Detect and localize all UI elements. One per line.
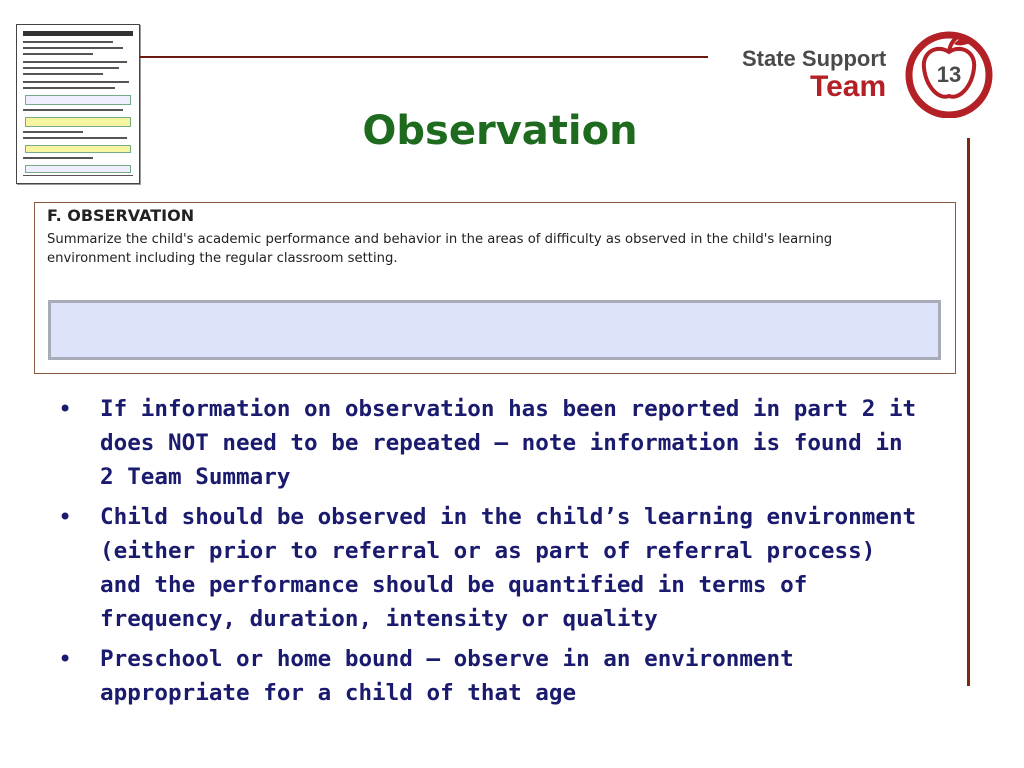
badge-number: 13: [936, 62, 962, 87]
bullet-text: Preschool or home bound – observe in an environment appropriate for a child of that age: [100, 646, 794, 706]
form-thumbnail: [16, 24, 140, 184]
bullet-marker: •: [58, 503, 73, 531]
bullet-marker: •: [58, 395, 73, 423]
slide-title: Observation: [362, 108, 638, 154]
side-rule: [967, 138, 970, 686]
bullet-item: [58, 392, 918, 494]
bullet-item: [58, 642, 918, 710]
logo-line1: State Support: [742, 46, 887, 71]
observation-text-field[interactable]: [48, 300, 941, 360]
bullet-list: [58, 392, 918, 716]
bullet-text: Child should be observed in the child’s learning environment (either prior to referral or as part of referral process) and the performance should be quantified in terms of frequency, duration, intensity or quality: [100, 504, 917, 632]
bullet-marker: •: [58, 645, 73, 673]
form-heading: F. OBSERVATION: [47, 206, 195, 225]
bullet-item: [58, 500, 918, 636]
bullet-text: If information on observation has been reported in part 2 it does NOT need to be repeated – note information is found in 2 Team Summary: [100, 396, 917, 490]
observation-form-excerpt: [34, 202, 956, 374]
state-support-team-logo: [738, 26, 1000, 120]
form-instructions: Summarize the child's academic performance and behavior in the areas of difficulty as observed in the child's learning environment including the regular classroom setting.: [47, 232, 833, 266]
logo-line2: Team: [810, 70, 887, 103]
apple-badge-icon: [904, 28, 994, 118]
header-rule: [140, 56, 708, 58]
